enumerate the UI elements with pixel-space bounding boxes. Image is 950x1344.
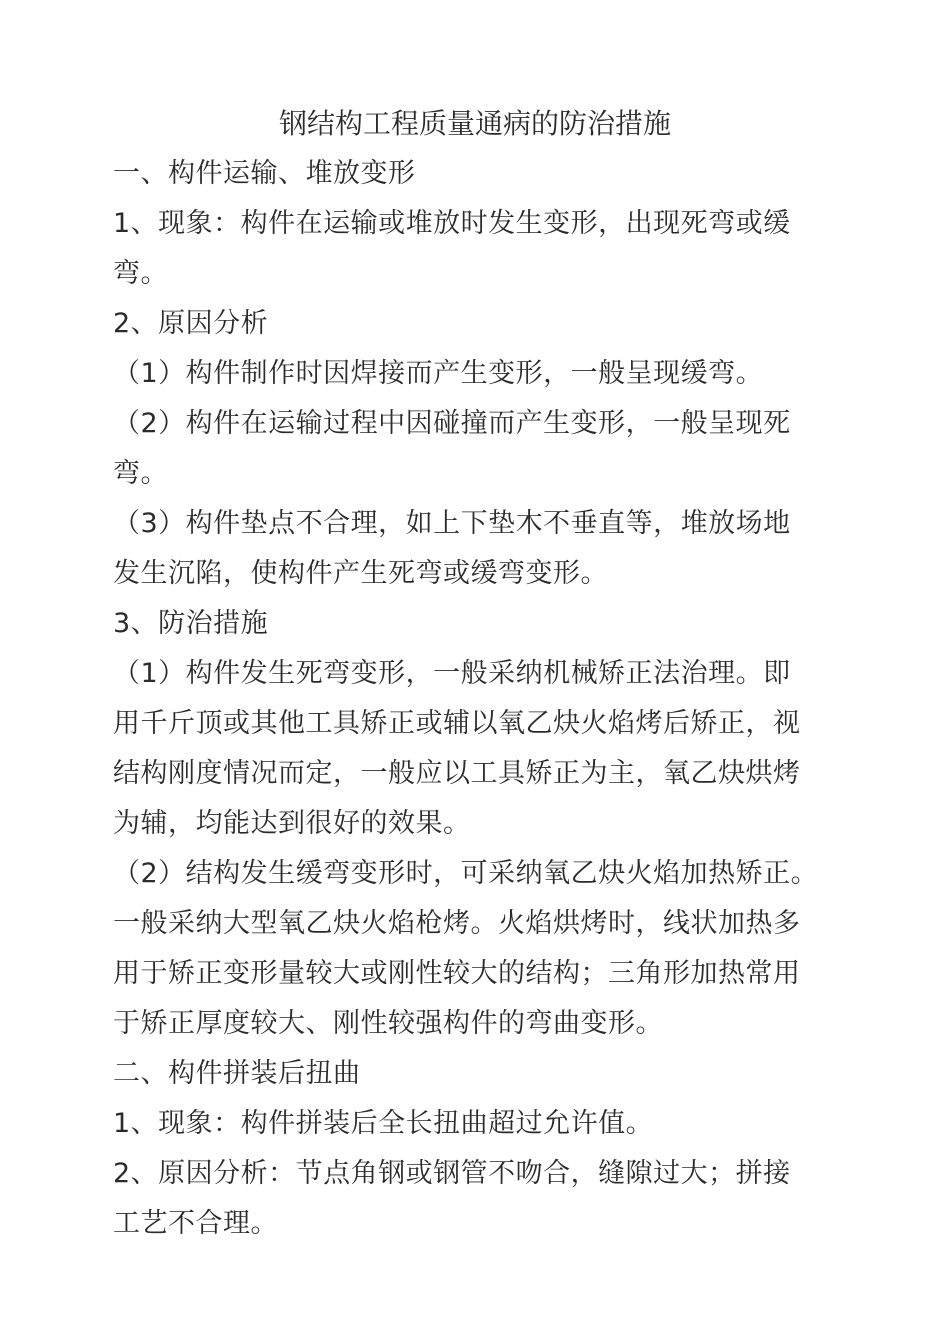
subsection-heading: 2、原因分析 [113, 308, 269, 339]
paragraph-line: 1、现象：构件在运输或堆放时发生变形，出现死弯或缓 [113, 208, 791, 239]
paragraph-line: 2、原因分析：节点角钢或钢管不吻合，缝隙过大；拼接 [113, 1158, 791, 1189]
section-heading-2: 二、构件拼装后扭曲 [113, 1058, 361, 1089]
paragraph-line: 结构刚度情况而定，一般应以工具矫正为主，氧乙炔烘烤 [113, 758, 801, 789]
paragraph-line: 一般采纳大型氧乙炔火焰枪烤。火焰烘烤时，线状加热多 [113, 908, 801, 939]
section-heading-1: 一、构件运输、堆放变形 [113, 158, 416, 189]
paragraph-line: （2）构件在运输过程中因碰撞而产生变形，一般呈现死 [113, 408, 791, 439]
paragraph-line: 弯。 [113, 258, 168, 289]
paragraph-line: 发生沉陷，使构件产生死弯或缓弯变形。 [113, 558, 608, 589]
paragraph-line: 用千斤顶或其他工具矫正或辅以氧乙炔火焰烤后矫正，视 [113, 708, 801, 739]
paragraph-line: 弯。 [113, 458, 168, 489]
document-title: 钢结构工程质量通病的防治措施 [278, 107, 671, 140]
paragraph-line: （1）构件制作时因焊接而产生变形，一般呈现缓弯。 [113, 358, 764, 389]
paragraph-line: （2）结构发生缓弯变形时，可采纳氧乙炔火焰加热矫正。 [113, 858, 819, 889]
paragraph-line: 1、现象：构件拼装后全长扭曲超过允许值。 [113, 1108, 654, 1139]
paragraph-line: 用于矫正变形量较大或刚性较大的结构；三角形加热常用 [113, 958, 801, 989]
paragraph-line: （1）构件发生死弯变形，一般采纳机械矫正法治理。即 [113, 658, 791, 689]
paragraph-line: 为辅，均能达到很好的效果。 [113, 808, 471, 839]
paragraph-line: 工艺不合理。 [113, 1208, 278, 1239]
paragraph-line: （3）构件垫点不合理，如上下垫木不垂直等，堆放场地 [113, 508, 791, 539]
paragraph-line: 于矫正厚度较大、刚性较强构件的弯曲变形。 [113, 1008, 663, 1039]
subsection-heading: 3、防治措施 [113, 608, 269, 639]
